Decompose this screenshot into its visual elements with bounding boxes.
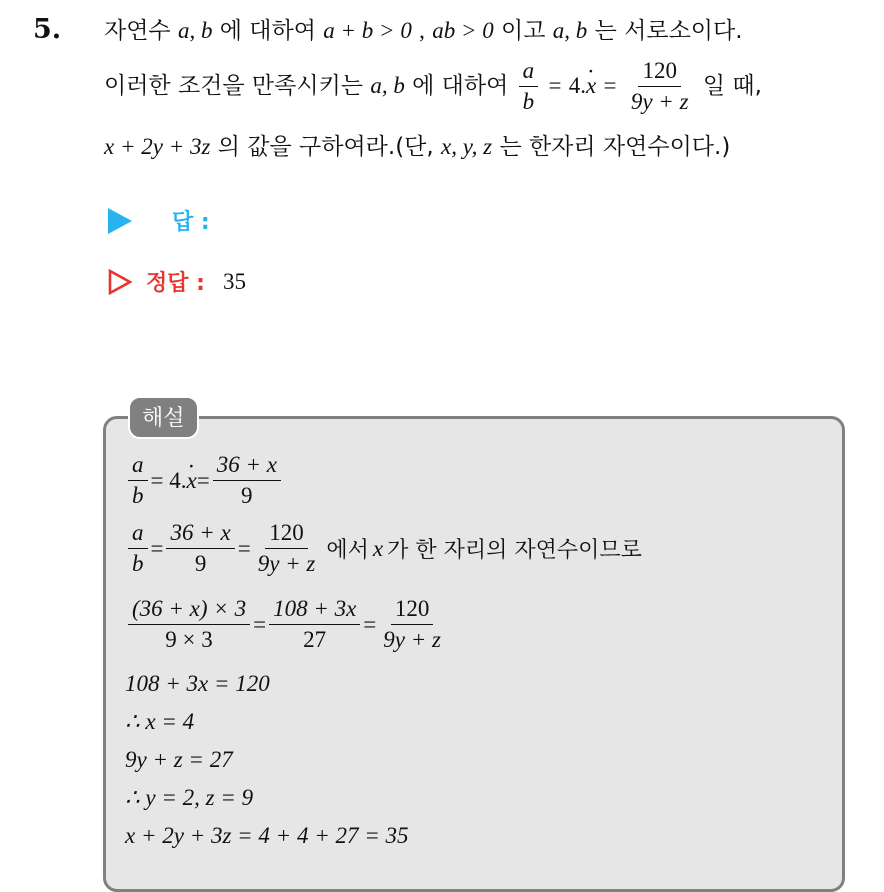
q2-repeating-var: · x <box>586 71 596 101</box>
question-line-2 <box>104 58 762 116</box>
sol2-fraction-ab: $\frac{a}{b}$ <box>128 520 148 578</box>
sol2-fraction-120: $\frac{120}{9y + z}$ <box>257 520 316 577</box>
sol3-eq-1: = <box>253 611 267 637</box>
sol3-fraction-3: $\frac{120}{9y + z}$ <box>383 596 441 653</box>
q2-eq-1: = <box>548 72 562 98</box>
q3-vars: x, y, z <box>441 134 493 159</box>
answer-row <box>108 205 210 236</box>
solution-tag: 해설 <box>128 396 199 439</box>
sol3-fraction-2: $\frac{108 + 3x}{27}$ <box>269 596 360 654</box>
question-line-1 <box>104 16 743 46</box>
q2-fraction-ab: $\frac{a}{b}$ <box>519 58 539 116</box>
q2-ab: a, b <box>370 72 405 98</box>
sol1-fraction-ab: $\frac{a}{b}$ <box>128 452 148 510</box>
correct-answer-value: 35 <box>222 268 246 294</box>
q3-expression: x + 2y + 3z <box>104 134 211 159</box>
q2-text-1: 이러한 조건을 만족시키는 <box>104 72 364 99</box>
q1-product: ab > 0 <box>432 18 494 43</box>
solution-line-8: x + 2y + 3z = 4 + 4 + 27 = 35 <box>125 823 409 848</box>
sol1-var-x: · x <box>186 468 196 494</box>
q1-text-2: 에 대하여 <box>219 18 316 44</box>
solution-line-6: 9y + z = 27 <box>125 747 233 772</box>
sol3-eq-2: = <box>363 611 377 637</box>
q2-text-3: 일 때, <box>702 72 762 99</box>
play-triangle-icon <box>108 208 132 234</box>
question-number: 5. <box>33 14 62 45</box>
outline-triangle-icon <box>108 269 132 295</box>
solution-line-7: ∴ y = 2, z = 9 <box>125 785 254 810</box>
sol2-eq-2: = <box>237 535 251 561</box>
sol1-eq-2: = <box>196 467 210 493</box>
sol3-fraction-1: $\frac{(36 + x) \times 3}{9 \times 3}$ <box>128 596 250 654</box>
sol2-text-1: 에서 <box>326 538 369 564</box>
sol2-var-x: x <box>372 535 384 561</box>
sol1-fraction-36: $\frac{36 + x}{9}$ <box>213 452 281 510</box>
q3-text-2: 는 한자리 자연수이다.) <box>499 134 731 160</box>
q2-eq-2: = <box>603 72 617 98</box>
answer-label: 답 : <box>172 210 210 235</box>
q1-ab-1: a, b <box>177 18 213 43</box>
solution-line-5: ∴ x = 4 <box>125 709 195 734</box>
sol1-eq: = 4. <box>150 467 187 493</box>
solution-line-4: 108 + 3x = 120 <box>125 671 270 696</box>
sol2-eq-1: = <box>150 535 164 561</box>
correct-answer-label: 정답 : <box>146 271 205 296</box>
q2-fraction-120: $\frac{120}{9y + z}$ <box>630 58 689 115</box>
solution-line-2 <box>125 520 646 578</box>
q2-text-2: 에 대하여 <box>412 72 509 99</box>
q1-comma: , <box>419 18 425 43</box>
correct-answer-row <box>108 266 246 297</box>
solution-line-1 <box>125 452 284 510</box>
q1-ab-2: a, b <box>552 18 588 43</box>
sol2-fraction-36: $\frac{36 + x}{9}$ <box>166 520 234 578</box>
solution-line-3 <box>125 596 448 654</box>
question-line-3 <box>104 132 730 162</box>
q2-repeating-int: 4. <box>568 72 587 98</box>
q1-text-1: 자연수 <box>104 18 171 44</box>
sol2-text-2: 가 한 자리의 자연수이므로 <box>387 538 642 564</box>
q1-text-4: 는 서로소이다. <box>594 18 743 44</box>
q3-text-1: 의 값을 구하여라.(단, <box>217 134 434 160</box>
q1-text-3: 이고 <box>501 18 546 44</box>
q1-sum: a + b > 0 <box>323 18 412 43</box>
